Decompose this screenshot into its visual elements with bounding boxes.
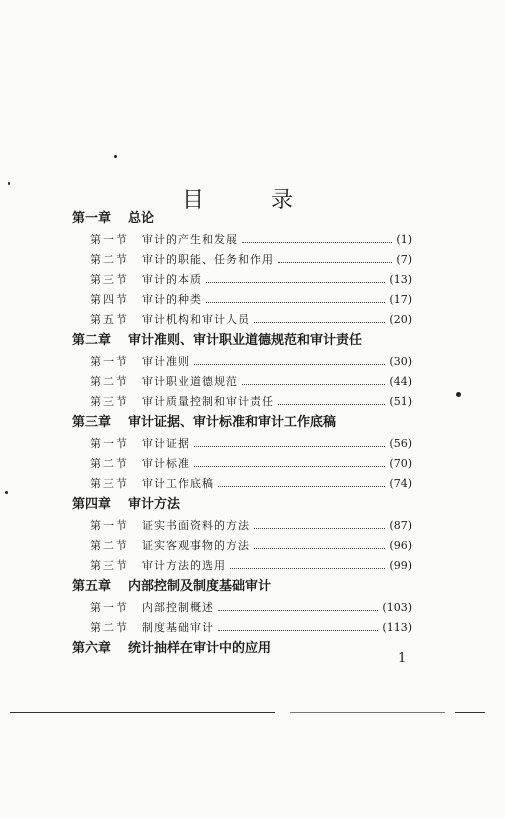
section-page-ref: (96) — [389, 539, 412, 552]
dot-leader — [278, 262, 392, 263]
section-number: 第一节 — [90, 601, 129, 614]
section-entry — [72, 230, 412, 250]
dot-leader — [242, 242, 392, 243]
section-entry — [72, 516, 412, 536]
section-page-ref: (1) — [396, 233, 412, 246]
chapter-heading — [72, 412, 412, 434]
section-number: 第二节 — [90, 253, 129, 266]
chapter-heading — [72, 638, 412, 660]
section-title: 审计的产生和发展 — [142, 233, 238, 246]
dot-leader — [206, 282, 385, 283]
section-title: 审计准则 — [142, 355, 190, 368]
section-number: 第二节 — [90, 375, 129, 388]
section-number: 第一节 — [90, 437, 129, 450]
chapter-heading — [72, 494, 412, 516]
section-page-ref: (20) — [389, 313, 412, 326]
section-title: 内部控制概述 — [142, 601, 214, 614]
section-page-ref: (17) — [389, 293, 412, 306]
section-entry — [72, 270, 412, 290]
section-number: 第二节 — [90, 621, 129, 634]
dot-leader — [194, 446, 385, 447]
section-title: 制度基础审计 — [142, 621, 214, 634]
table-of-contents — [72, 208, 412, 660]
section-entry — [72, 598, 412, 618]
section-entry — [72, 250, 412, 270]
section-number: 第一节 — [90, 355, 129, 368]
section-title: 审计的职能、任务和作用 — [142, 253, 274, 266]
chapter-heading — [72, 576, 412, 598]
dot-leader — [218, 610, 378, 611]
section-entry — [72, 454, 412, 474]
bottom-rule — [290, 712, 445, 713]
chapter-number: 第一章 — [72, 211, 112, 226]
section-entry — [72, 392, 412, 412]
section-number: 第二节 — [90, 539, 129, 552]
section-page-ref: (99) — [389, 559, 412, 572]
section-number: 第三节 — [90, 559, 129, 572]
chapter-heading — [72, 208, 412, 230]
section-page-ref: (87) — [389, 519, 412, 532]
section-number: 第五节 — [90, 313, 129, 326]
dot-leader — [206, 302, 385, 303]
section-page-ref: (51) — [389, 395, 412, 408]
bottom-rule — [455, 712, 485, 713]
dot-leader — [254, 322, 385, 323]
dot-leader — [254, 528, 385, 529]
chapter-title: 总论 — [128, 211, 155, 226]
section-page-ref: (70) — [389, 457, 412, 470]
section-title: 审计标准 — [142, 457, 190, 470]
section-number: 第三节 — [90, 395, 129, 408]
toc-title: 目 录 — [182, 187, 323, 213]
chapter-number: 第三章 — [72, 415, 112, 430]
dot-leader — [194, 364, 385, 365]
dot-leader — [278, 404, 385, 405]
scan-speck — [456, 392, 461, 397]
chapter-number: 第五章 — [72, 579, 112, 594]
section-entry — [72, 536, 412, 556]
dot-leader — [194, 466, 385, 467]
section-title: 审计的种类 — [142, 293, 202, 306]
section-number: 第三节 — [90, 477, 129, 490]
section-number: 第二节 — [90, 457, 129, 470]
section-number: 第三节 — [90, 273, 129, 286]
section-entry — [72, 372, 412, 392]
chapter-title: 审计证据、审计标准和审计工作底稿 — [128, 415, 337, 430]
chapter-heading — [72, 330, 412, 352]
section-number: 第一节 — [90, 519, 129, 532]
section-page-ref: (103) — [382, 601, 412, 614]
section-page-ref: (30) — [389, 355, 412, 368]
chapter-number: 第六章 — [72, 641, 112, 656]
scan-speck — [114, 155, 117, 158]
section-page-ref: (113) — [382, 621, 412, 634]
section-entry — [72, 290, 412, 310]
chapter-title: 审计准则、审计职业道德规范和审计责任 — [128, 333, 363, 348]
chapter-title: 内部控制及制度基础审计 — [128, 579, 272, 594]
section-title: 审计机构和审计人员 — [142, 313, 250, 326]
section-title: 审计质量控制和审计责任 — [142, 395, 274, 408]
section-page-ref: (74) — [389, 477, 412, 490]
section-page-ref: (56) — [389, 437, 412, 450]
dot-leader — [254, 548, 385, 549]
scan-speck — [5, 491, 8, 494]
section-entry — [72, 434, 412, 454]
section-entry — [72, 352, 412, 372]
dot-leader — [218, 486, 385, 487]
section-entry — [72, 310, 412, 330]
section-number: 第一节 — [90, 233, 129, 246]
dot-leader — [230, 568, 385, 569]
section-title: 审计方法的选用 — [142, 559, 226, 572]
section-entry — [72, 618, 412, 638]
dot-leader — [242, 384, 385, 385]
section-entry — [72, 474, 412, 494]
section-page-ref: (44) — [389, 375, 412, 388]
chapter-number: 第四章 — [72, 497, 112, 512]
chapter-number: 第二章 — [72, 333, 112, 348]
section-page-ref: (7) — [396, 253, 412, 266]
section-entry — [72, 556, 412, 576]
bottom-rule — [10, 712, 275, 713]
section-page-ref: (13) — [389, 273, 412, 286]
section-title: 审计的本质 — [142, 273, 202, 286]
chapter-title: 统计抽样在审计中的应用 — [128, 641, 272, 656]
dot-leader — [218, 630, 378, 631]
section-title: 审计职业道德规范 — [142, 375, 238, 388]
section-title: 证实书面资料的方法 — [142, 519, 250, 532]
section-title: 证实客观事物的方法 — [142, 539, 250, 552]
section-title: 审计工作底稿 — [142, 477, 214, 490]
page-number: 1 — [398, 651, 407, 666]
section-title: 审计证据 — [142, 437, 190, 450]
chapter-title: 审计方法 — [128, 497, 181, 512]
section-number: 第四节 — [90, 293, 129, 306]
